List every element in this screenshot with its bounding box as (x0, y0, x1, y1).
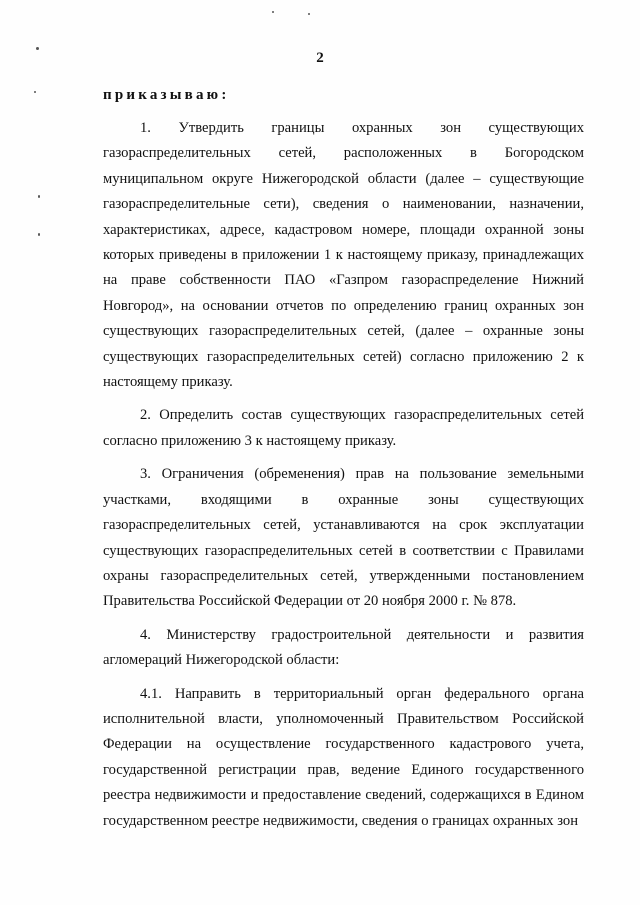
paragraph-3: 3. Ограничения (обременения) прав на пользование земельными участками, входящими в охранные зоны существующих газораспределительных сетей, устанавливаются на срок эксплуатации существующих газораспределительных сетей в соответствии с Правилами охраны газораспределительных сетей, утвержденными постановлением Правительства Российской Федерации от 20 ноября 2000 г. № 878. (103, 466, 584, 610)
page-number: 2 (316, 50, 324, 66)
paragraph-4: 4. Министерству градостроительной деятельности и развития агломераций Нижегородской области: (103, 626, 584, 669)
scan-speck (38, 195, 40, 198)
scan-speck (34, 91, 36, 93)
order-heading: приказываю: (103, 87, 230, 103)
paragraph-2: 2. Определить состав существующих газораспределительных сетей согласно приложению 3 к настоящему приказу. (103, 407, 584, 449)
scan-speck (38, 233, 40, 236)
scan-speck (36, 47, 39, 50)
paragraph-1: 1. Утвердить границы охранных зон существующих газораспределительных сетей, расположенных в Богородском муниципальном округе Нижегородской области (далее – существующие газораспределительные сети), сведения о наименовании, назначении, характеристиках, адресе, кадастровом номере, площади охранной зоны которых приведены в приложении 1 к настоящему приказу, принадлежащих на праве собственности ПАО «Газпром газораспределение Нижний Новгород», на основании отчетов по определению границ охранных зон существующих газораспределительных сетей, (далее – охранные зоны существующих газораспределительных сетей) согласно приложению 2 к настоящему приказу. (103, 120, 584, 391)
scan-speck (272, 11, 274, 13)
scan-speck (308, 13, 310, 15)
paragraph-4-1: 4.1. Направить в территориальный орган федерального органа исполнительной власти, уполномоченный Правительством Российской Федерации на осуществление государственного кадастрового учета, государственной регистрации прав, ведение Единого государственного реестра недвижимости и предоставление сведений, содержащихся в Едином государственном реестре недвижимости, сведения о границах охранных зон (103, 685, 584, 829)
document-body (103, 116, 584, 842)
